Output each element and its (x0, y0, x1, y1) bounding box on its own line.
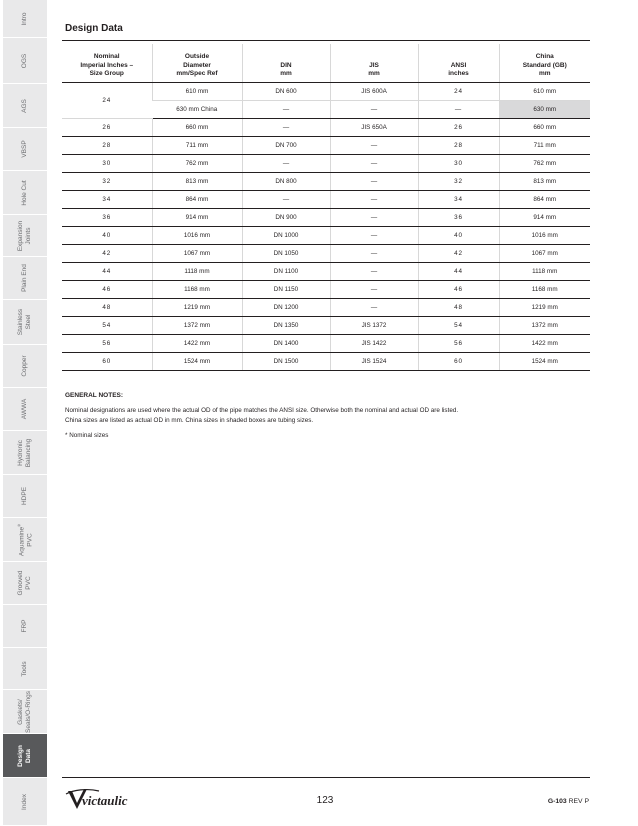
victaulic-logo (65, 787, 155, 813)
tab-ogs[interactable] (3, 38, 47, 84)
cell-jis: JIS 650A (330, 118, 418, 136)
table-row (62, 352, 590, 370)
cell-jis: — (330, 262, 418, 280)
tab-hole-cut[interactable] (3, 171, 47, 215)
column-header-din (242, 44, 330, 82)
tab-label-line: Design (17, 744, 24, 767)
cell-din: DN 1500 (242, 352, 330, 370)
tab-label: Tools (21, 660, 28, 677)
cell-nominal: 34 (62, 190, 152, 208)
general-notes-heading: GENERAL NOTES: (65, 392, 124, 399)
cell-nominal: 30 (62, 154, 152, 172)
cell-outside-diameter: 1422 mm (152, 334, 242, 352)
cell-din: DN 1100 (242, 262, 330, 280)
cell-nominal: 42 (62, 244, 152, 262)
cell-outside-diameter: 1219 mm (152, 298, 242, 316)
table-header-row (62, 44, 590, 82)
tab-index[interactable] (3, 778, 47, 826)
cell-outside-diameter: 1067 mm (152, 244, 242, 262)
tab-label-line: Aquamine (18, 526, 26, 556)
cell-din: DN 1150 (242, 280, 330, 298)
table-row (62, 82, 590, 100)
cell-outside-diameter: 630 mm China (152, 100, 242, 118)
tab-hdpe[interactable] (3, 475, 47, 518)
tab-label-line: Data (25, 748, 32, 763)
cell-nominal: 36 (62, 208, 152, 226)
general-note-line: China sizes are listed as actual OD in mm. China sizes in shaded boxes are tubing sizes. (65, 417, 314, 424)
tab-ags[interactable] (3, 84, 47, 128)
registered-mark: ® (16, 523, 22, 527)
column-header-jis (330, 44, 418, 82)
cell-jis: — (330, 208, 418, 226)
column-header-line: mm/Spec Ref (176, 70, 218, 77)
column-header-line: DIN (280, 61, 292, 69)
cell-jis: JIS 1422 (330, 334, 418, 352)
tab-label: Hole Cut (21, 179, 28, 206)
cell-outside-diameter: 864 mm (152, 190, 242, 208)
column-header-line: Outside (184, 53, 210, 60)
cell-jis: — (330, 298, 418, 316)
tab-label-line: Steel (25, 314, 32, 330)
table-row (62, 172, 590, 190)
cell-china-standard: 1372 mm (499, 316, 590, 334)
cell-outside-diameter: 1524 mm (152, 352, 242, 370)
cell-din: DN 600 (242, 82, 330, 100)
column-header-line: mm (280, 70, 292, 77)
column-header-line: Standard (GB) (522, 61, 567, 69)
tab-aquamine-pvc[interactable] (3, 518, 47, 562)
table-row (62, 226, 590, 244)
tab-label-line: Gaskets/ (17, 698, 24, 725)
cell-outside-diameter: 914 mm (152, 208, 242, 226)
tab-label (17, 220, 33, 250)
cell-nominal: 56 (62, 334, 152, 352)
cell-jis: — (330, 244, 418, 262)
cell-jis: JIS 1372 (330, 316, 418, 334)
cell-china-standard: 630 mm (499, 100, 590, 118)
tab-label (17, 691, 33, 733)
cell-ansi: 28 (418, 136, 499, 154)
tab-label-line: PVC (26, 532, 34, 547)
cell-jis: JIS 1524 (330, 352, 418, 370)
table-row (62, 244, 590, 262)
tab-label (15, 523, 34, 555)
cell-din: DN 1350 (242, 316, 330, 334)
cell-nominal: 24 (62, 82, 152, 118)
table-row (62, 154, 590, 172)
tab-label-line: Seals/O-Rings (25, 690, 32, 733)
document-reference (548, 798, 589, 805)
cell-china-standard: 1219 mm (499, 298, 590, 316)
column-header-nominal (62, 44, 152, 82)
general-note-line: Nominal designations are used where the actual OD of the pipe matches the ANSI size. Otherwise both the nominal and actual OD are listed. (65, 407, 459, 414)
cell-ansi: 42 (418, 244, 499, 262)
column-header-line: JIS (369, 61, 379, 69)
tab-label: Copper (21, 355, 28, 377)
cell-din: DN 800 (242, 172, 330, 190)
cell-china-standard: 1168 mm (499, 280, 590, 298)
tab-label-line: Balancing (25, 438, 32, 467)
tab-stainless-steel[interactable] (3, 300, 47, 345)
column-header-line: mm (538, 70, 551, 77)
cell-china-standard: 610 mm (499, 82, 590, 100)
column-header-line: Imperial Inches – (80, 61, 134, 69)
table-row (62, 334, 590, 352)
cell-nominal: 40 (62, 226, 152, 244)
page-number: 123 (316, 795, 334, 806)
table-row (62, 208, 590, 226)
cell-din: — (242, 154, 330, 172)
column-header-line: Nominal (93, 53, 120, 60)
tab-gaskets-seals-o-rings[interactable] (3, 690, 47, 734)
cell-jis: — (330, 280, 418, 298)
cell-outside-diameter: 660 mm (152, 118, 242, 136)
cell-nominal: 60 (62, 352, 152, 370)
table-row (62, 316, 590, 334)
cell-china-standard: 711 mm (499, 136, 590, 154)
cell-nominal: 26 (62, 118, 152, 136)
cell-din: DN 1050 (242, 244, 330, 262)
cell-ansi: 24 (418, 82, 499, 100)
table-row (62, 190, 590, 208)
cell-china-standard: 1524 mm (499, 352, 590, 370)
cell-ansi: 34 (418, 190, 499, 208)
cell-jis: — (330, 172, 418, 190)
cell-china-standard: 864 mm (499, 190, 590, 208)
footer-rule (62, 777, 590, 778)
tab-label-line: Expansion (17, 220, 24, 251)
cell-din: — (242, 100, 330, 118)
tab-intro[interactable] (3, 0, 47, 38)
cell-din: — (242, 190, 330, 208)
cell-din: — (242, 118, 330, 136)
tab-frp[interactable] (3, 605, 47, 648)
cell-jis: — (330, 226, 418, 244)
cell-din: DN 1200 (242, 298, 330, 316)
cell-jis: — (330, 154, 418, 172)
tab-label (17, 571, 33, 596)
cell-outside-diameter: 1168 mm (152, 280, 242, 298)
cell-din: DN 1400 (242, 334, 330, 352)
column-header-outside-diameter (152, 44, 242, 82)
cell-ansi: 60 (418, 352, 499, 370)
table-row (62, 118, 590, 136)
design-data-table (62, 44, 590, 371)
cell-ansi: 40 (418, 226, 499, 244)
cell-china-standard: 660 mm (499, 118, 590, 136)
tab-awwa[interactable] (3, 388, 47, 431)
tab-label: Index (21, 793, 28, 810)
tab-label: VBSP (21, 140, 28, 158)
cell-ansi: 36 (418, 208, 499, 226)
column-header-line: Diameter (183, 61, 211, 69)
column-header-line: China (535, 53, 554, 60)
cell-china-standard: 1067 mm (499, 244, 590, 262)
cell-ansi: — (418, 100, 499, 118)
column-header-ansi (418, 44, 499, 82)
cell-nominal: 44 (62, 262, 152, 280)
cell-ansi: 26 (418, 118, 499, 136)
table-row (62, 280, 590, 298)
cell-nominal: 48 (62, 298, 152, 316)
cell-din: DN 1000 (242, 226, 330, 244)
cell-outside-diameter: 1118 mm (152, 262, 242, 280)
tab-label-line: Joints (25, 227, 32, 244)
tab-label (17, 438, 33, 467)
cell-ansi: 54 (418, 316, 499, 334)
cell-ansi: 30 (418, 154, 499, 172)
tab-copper[interactable] (3, 345, 47, 388)
cell-china-standard: 1118 mm (499, 262, 590, 280)
tab-hydronic-balancing[interactable] (3, 431, 47, 475)
cell-china-standard: 813 mm (499, 172, 590, 190)
tab-label: AGS (21, 98, 28, 113)
cell-ansi: 32 (418, 172, 499, 190)
tab-label: Intro (21, 11, 28, 26)
cell-outside-diameter: 1372 mm (152, 316, 242, 334)
cell-outside-diameter: 762 mm (152, 154, 242, 172)
cell-china-standard: 914 mm (499, 208, 590, 226)
table-row (62, 298, 590, 316)
tab-label-line: Hydronic (17, 439, 24, 466)
tab-label: FRP (21, 619, 28, 633)
title-rule (62, 40, 590, 41)
column-header-line: mm (368, 70, 380, 77)
cell-ansi: 46 (418, 280, 499, 298)
column-header-china-standard (499, 44, 590, 82)
column-header-line: inches (448, 70, 469, 77)
cell-outside-diameter: 1016 mm (152, 226, 242, 244)
cell-ansi: 44 (418, 262, 499, 280)
footnote-nominal-sizes: * Nominal sizes (65, 432, 109, 439)
table-row (62, 262, 590, 280)
tab-label-line: Stainless (17, 308, 24, 336)
cell-jis: — (330, 190, 418, 208)
cell-jis: — (330, 100, 418, 118)
section-tab-strip (0, 0, 48, 826)
tab-label-line: Grooved (17, 570, 24, 596)
cell-din: DN 700 (242, 136, 330, 154)
table-body (62, 82, 590, 370)
cell-nominal: 54 (62, 316, 152, 334)
cell-china-standard: 1016 mm (499, 226, 590, 244)
tab-label (17, 745, 33, 767)
tab-tools[interactable] (3, 648, 47, 690)
cell-ansi: 56 (418, 334, 499, 352)
tab-design-data[interactable] (3, 734, 47, 778)
tab-expansion-joints[interactable] (3, 215, 47, 257)
cell-jis: — (330, 136, 418, 154)
cell-nominal: 32 (62, 172, 152, 190)
tab-label-line: PVC (25, 576, 32, 590)
column-header-line: ANSI (450, 61, 467, 69)
cell-nominal: 28 (62, 136, 152, 154)
cell-china-standard: 1422 mm (499, 334, 590, 352)
tab-label: AWWA (21, 398, 28, 420)
tab-vbsp[interactable] (3, 128, 47, 171)
victaulic-logo-wordmark: victaulic (82, 793, 128, 808)
tab-label (17, 309, 33, 335)
page-title: Design Data (65, 23, 123, 34)
tab-label: Plain End (21, 264, 28, 292)
tab-label: OGS (21, 53, 28, 68)
tab-grooved-pvc[interactable] (3, 562, 47, 605)
cell-outside-diameter: 610 mm (152, 82, 242, 100)
column-header-line: Size Group (89, 70, 124, 77)
cell-outside-diameter: 711 mm (152, 136, 242, 154)
document-revision: REV P (568, 798, 589, 805)
cell-din: DN 900 (242, 208, 330, 226)
cell-ansi: 48 (418, 298, 499, 316)
document-code: G-103 (547, 798, 567, 805)
cell-outside-diameter: 813 mm (152, 172, 242, 190)
table-row (62, 136, 590, 154)
tab-plain-end[interactable] (3, 257, 47, 300)
cell-jis: JIS 600A (330, 82, 418, 100)
cell-china-standard: 762 mm (499, 154, 590, 172)
cell-nominal: 46 (62, 280, 152, 298)
tab-label: HDPE (21, 486, 28, 506)
